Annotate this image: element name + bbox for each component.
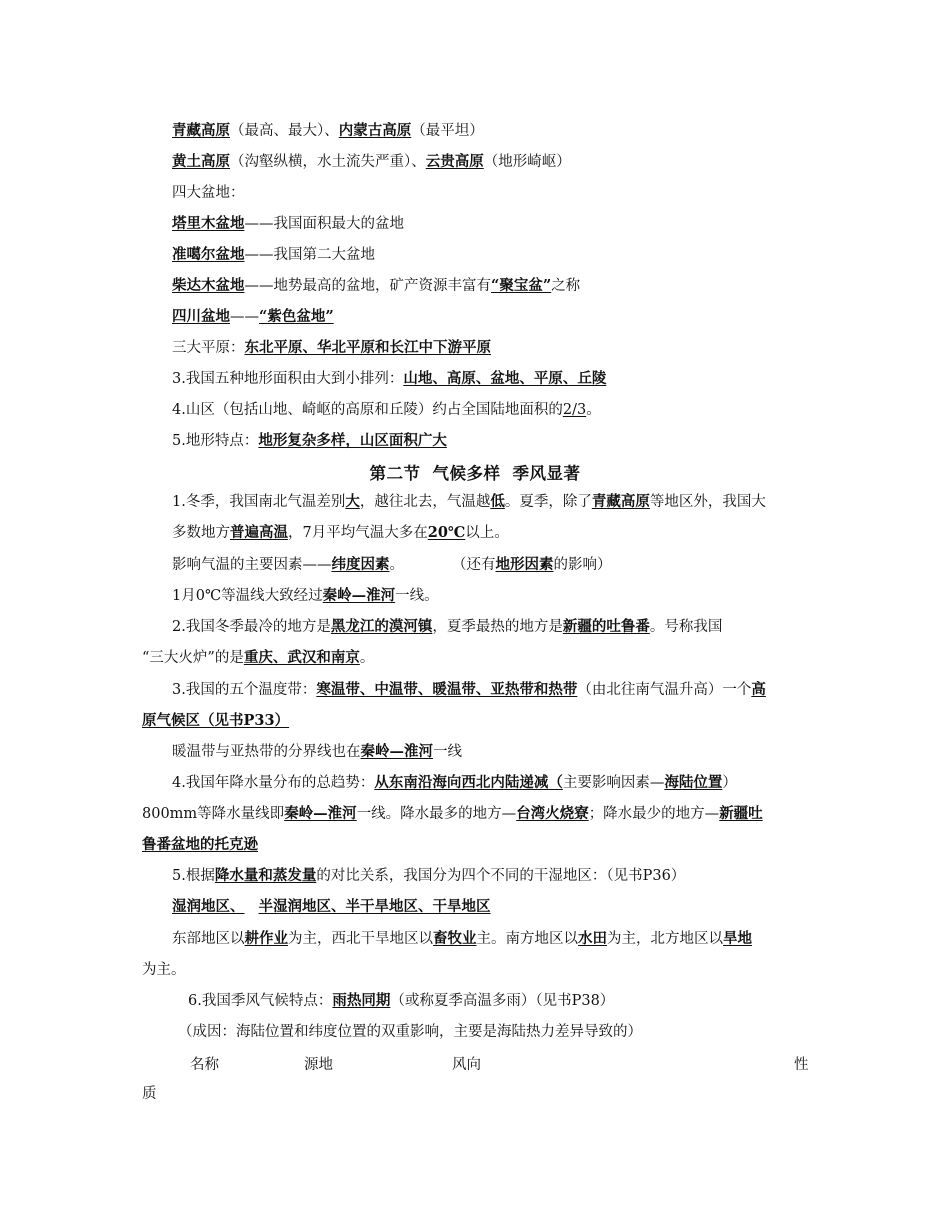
text: 影响气温的主要因素—— bbox=[172, 557, 332, 573]
term: 地形复杂多样，山区面积广大 bbox=[258, 432, 447, 449]
text: ） bbox=[722, 775, 737, 791]
text: —— bbox=[230, 309, 259, 325]
term: 新疆的吐鲁番 bbox=[562, 618, 650, 635]
para-12 bbox=[178, 1022, 848, 1042]
text: 一线。降水最多的地方— bbox=[356, 806, 517, 822]
term: 雨热同期 bbox=[332, 992, 391, 1009]
text: “三大火炉”的是 bbox=[142, 650, 244, 666]
line-plains bbox=[172, 338, 842, 358]
term: 20℃ bbox=[427, 524, 466, 541]
para-1-line-1 bbox=[172, 492, 842, 512]
term: 台湾火烧寮 bbox=[516, 805, 589, 822]
text: 3.我国五种地形面积由大到小排列： bbox=[172, 371, 404, 387]
text: ——我国面积最大的盆地 bbox=[244, 216, 404, 232]
text: 3.我国的五个温度带： bbox=[172, 682, 317, 698]
text: 。 bbox=[586, 402, 601, 418]
text: 5.地形特点： bbox=[172, 433, 259, 449]
line-plateaus-1 bbox=[172, 121, 842, 141]
text: （或称夏季高温多雨）（见书P38） bbox=[390, 993, 615, 1009]
text: 4.山区（包括山地、崎岖的高原和丘陵）约占全国陆地面积的 bbox=[172, 402, 563, 418]
text: 800mm等降水量线即 bbox=[142, 806, 285, 822]
line-mountain-share bbox=[172, 400, 842, 420]
term: “聚宝盆” bbox=[491, 277, 552, 294]
text: 为主，西北干旱地区以 bbox=[288, 931, 433, 947]
para-8 bbox=[172, 866, 842, 886]
section-title bbox=[0, 460, 950, 484]
para-4-line-1 bbox=[172, 617, 842, 637]
para-5-line-2 bbox=[142, 711, 812, 731]
text: 多数地方 bbox=[172, 525, 230, 541]
table-header-direction: 风向 bbox=[452, 1057, 481, 1073]
title-part: 季风显著 bbox=[512, 464, 581, 483]
line-junggar bbox=[172, 245, 842, 265]
term: 地形因素 bbox=[495, 556, 554, 573]
term: 东北平原、华北平原和长江中下游平原 bbox=[244, 339, 491, 356]
para-4-line-2 bbox=[142, 648, 812, 668]
text: ，夏季最热的地方是 bbox=[432, 619, 563, 635]
text: 一线 bbox=[433, 744, 462, 760]
text: 四大盆地： bbox=[172, 185, 245, 201]
line-plateaus-2 bbox=[172, 152, 842, 172]
term: 半湿润地区、半干旱地区、干旱地区 bbox=[258, 898, 491, 915]
para-7-line-3 bbox=[142, 835, 812, 855]
text: （由北往南气温升高）一个 bbox=[577, 682, 752, 698]
term: 降水量和蒸发量 bbox=[214, 867, 317, 884]
text: 。夏季，除了 bbox=[504, 494, 592, 510]
line-terrain-features bbox=[172, 431, 842, 451]
term: 原气候区（见书P33） bbox=[142, 712, 290, 729]
line-basins-heading bbox=[172, 183, 842, 203]
text: 2.我国冬季最冷的地方是 bbox=[172, 619, 331, 635]
term: 从东南沿海向西北内陆递减（ bbox=[374, 774, 563, 791]
text: 1月0℃等温线大致经过 bbox=[172, 588, 323, 604]
text: 4.我国年降水量分布的总趋势： bbox=[172, 775, 375, 791]
para-10-line-2 bbox=[142, 960, 812, 980]
para-7-line-2 bbox=[142, 804, 812, 824]
para-5-line-1 bbox=[172, 680, 842, 700]
para-1-line-2 bbox=[172, 523, 842, 543]
term: 黄土高原 bbox=[172, 153, 230, 170]
text: 之称 bbox=[551, 278, 581, 294]
text: 1.冬季，我国南北气温差别 bbox=[172, 494, 346, 510]
term: 普遍高温 bbox=[230, 524, 288, 541]
text: （最平坦） bbox=[411, 123, 484, 139]
term: 耕作业 bbox=[244, 930, 288, 947]
term: 纬度因素 bbox=[331, 556, 390, 573]
term: 低 bbox=[490, 493, 505, 510]
term: “紫色盆地” bbox=[259, 308, 334, 325]
text: 主要影响因素— bbox=[562, 775, 665, 791]
text: 的对比关系，我国分为四个不同的干湿地区：（见书P36） bbox=[316, 868, 686, 884]
term: 重庆、武汉和南京 bbox=[243, 649, 360, 666]
table-header-nature: 性 bbox=[794, 1057, 809, 1073]
text: （还有 bbox=[452, 557, 496, 573]
text: （最高、最大）、 bbox=[230, 123, 339, 139]
term: 新疆吐 bbox=[719, 805, 763, 822]
term: 准噶尔盆地 bbox=[172, 246, 245, 263]
text: 以上。 bbox=[465, 525, 509, 541]
para-6 bbox=[172, 742, 842, 762]
text: 6.我国季风气候特点： bbox=[188, 993, 333, 1009]
para-3 bbox=[172, 586, 842, 606]
term: 黑龙江的漠河镇 bbox=[330, 618, 433, 635]
text: （成因：海陆位置和纬度位置的双重影响，主要是海陆热力差异导致的） bbox=[178, 1024, 642, 1040]
text: 5.根据 bbox=[172, 868, 215, 884]
term: 2/3 bbox=[562, 402, 587, 418]
term: 秦岭—淮河 bbox=[284, 805, 357, 822]
text: ——我国第二大盆地 bbox=[244, 247, 375, 263]
text: 三大平原： bbox=[172, 340, 245, 356]
para-10-line-1 bbox=[172, 929, 842, 949]
term: 寒温带、中温带、暖温带、亚热带和热带 bbox=[316, 681, 578, 698]
table-header-row bbox=[142, 1053, 812, 1075]
para-7-line-1 bbox=[172, 773, 842, 793]
table-header-nature-wrap: 质 bbox=[142, 1086, 157, 1102]
title-part: 第二节 bbox=[369, 464, 421, 483]
text: ；降水最少的地方— bbox=[588, 806, 720, 822]
text: 主。南方地区以 bbox=[476, 931, 578, 947]
term: 青藏高原 bbox=[172, 122, 230, 139]
text: 暖温带与亚热带的分界线也在 bbox=[172, 744, 361, 760]
line-sichuan bbox=[172, 307, 842, 327]
para-9 bbox=[172, 897, 842, 917]
term: 鲁番盆地的托克逊 bbox=[142, 836, 258, 853]
text: 为主，北方地区以 bbox=[607, 931, 723, 947]
table-header-name: 名称 bbox=[190, 1057, 219, 1073]
term: 柴达木盆地 bbox=[172, 277, 245, 294]
text: 的影响） bbox=[553, 557, 612, 573]
line-landform-order bbox=[172, 369, 842, 389]
text: 。 bbox=[359, 650, 375, 666]
text: ，7月平均气温大多在 bbox=[288, 525, 428, 541]
term: 青藏高原 bbox=[591, 493, 650, 510]
text: 。号称我国 bbox=[649, 619, 723, 635]
term: 水田 bbox=[578, 930, 607, 947]
para-11 bbox=[188, 991, 858, 1011]
text: （沟壑纵横，水土流失严重）、 bbox=[230, 154, 426, 170]
term: 秦岭—淮河 bbox=[360, 743, 433, 760]
text: 为主。 bbox=[142, 962, 186, 978]
term: 湿润地区、 bbox=[172, 898, 245, 915]
text: 东部地区以 bbox=[172, 931, 245, 947]
text: （地形崎岖） bbox=[483, 154, 571, 170]
text: 一线。 bbox=[395, 588, 439, 604]
text: ，越往北去，气温越 bbox=[359, 494, 491, 510]
term: 四川盆地 bbox=[172, 308, 230, 325]
term: 旱地 bbox=[723, 930, 752, 947]
text: 。 bbox=[389, 557, 404, 573]
term: 云贵高原 bbox=[425, 153, 484, 170]
term: 山地、高原、盆地、平原、丘陵 bbox=[403, 370, 607, 387]
para-2 bbox=[172, 555, 842, 575]
term: 高 bbox=[751, 681, 766, 698]
text: ——地势最高的盆地，矿产资源丰富有 bbox=[244, 278, 491, 294]
term: 塔里木盆地 bbox=[172, 215, 245, 232]
term: 大 bbox=[345, 493, 360, 510]
line-tarim bbox=[172, 214, 842, 234]
term: 海陆位置 bbox=[664, 774, 723, 791]
title-part: 气候多样 bbox=[432, 464, 501, 483]
term: 秦岭—淮河 bbox=[322, 587, 396, 604]
term: 内蒙古高原 bbox=[338, 122, 412, 139]
line-qaidam bbox=[172, 276, 842, 296]
text: 等地区外，我国大 bbox=[649, 494, 766, 510]
table-header-wrap bbox=[142, 1084, 812, 1104]
term: 畜牧业 bbox=[433, 930, 477, 947]
table-header-source: 源地 bbox=[304, 1057, 333, 1073]
